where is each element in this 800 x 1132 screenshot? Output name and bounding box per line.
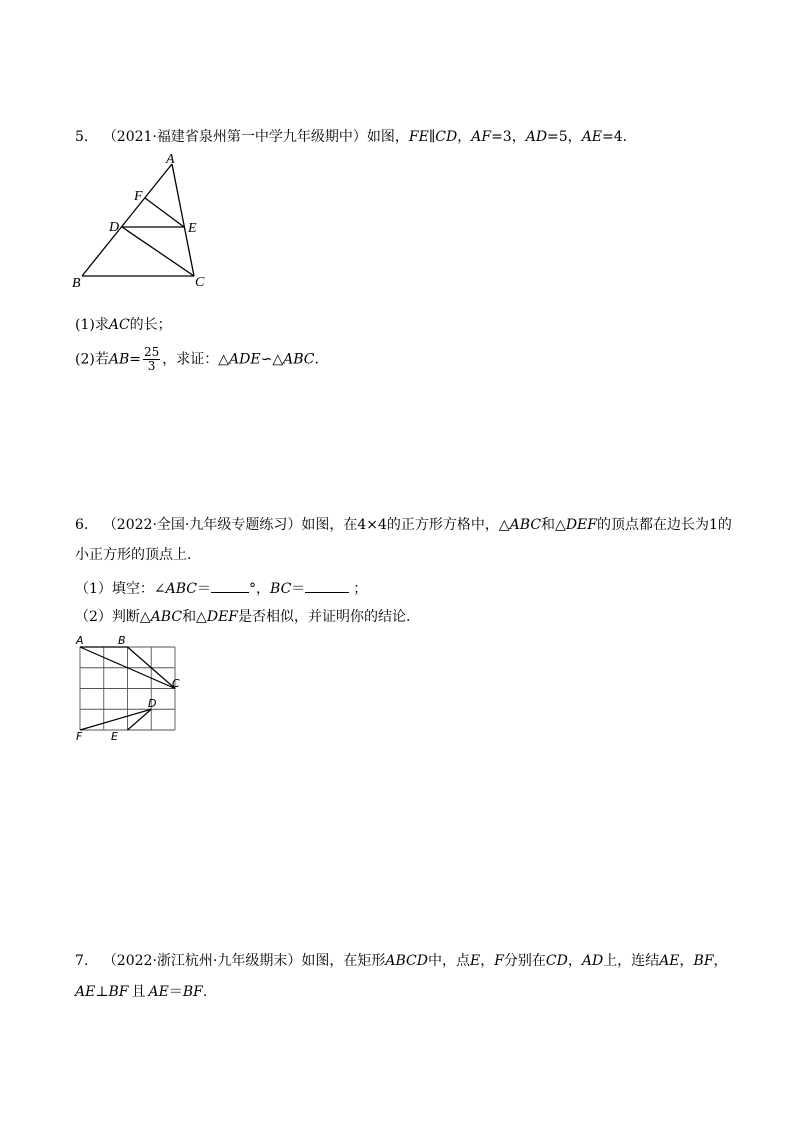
numerator: 25 (143, 345, 160, 359)
question-text: 的长； (129, 317, 172, 333)
statement-text: 中，点 (427, 953, 470, 969)
problem-number: 5. (75, 129, 89, 145)
statement-text: 上，连结 (603, 953, 660, 969)
problem-number: 6. (75, 517, 89, 533)
triangle-def: DEF (206, 609, 239, 625)
statement-text: 分别在 (503, 953, 546, 969)
statement-text: 如图，在矩形 (301, 953, 386, 969)
label-f: F (134, 189, 143, 204)
statement-text: 且 (131, 984, 146, 1000)
label-d: D (148, 697, 157, 710)
question-text: (1)求 (75, 317, 109, 333)
similar-symbol: ∽△ (260, 351, 284, 368)
statement-text: ， (679, 953, 694, 969)
problem-source: （2022·全国·九年级专题练习） (102, 517, 302, 533)
statement-text: 如图，在4×4的正方形方格中，△ (301, 517, 510, 533)
triangle-ade: ADE (229, 351, 261, 368)
grid-figure (72, 632, 192, 742)
question-text: （2）判断△ (75, 609, 151, 625)
segment-ae: AE (75, 984, 96, 1000)
question-text: . (314, 351, 319, 368)
problem-7-statement (75, 952, 728, 970)
segment-ad: AD (525, 129, 548, 145)
segment-ad: AD (581, 953, 604, 969)
question-5-1 (75, 316, 172, 334)
label-a: A (166, 152, 175, 167)
problem-5-statement: 5. （2021·福建省泉州第一中学九年级期中）如图，FE∥CD，AF=3，AD=5，AE=4. (75, 129, 628, 145)
segment-ac: AC (108, 317, 130, 333)
segment-bf: BF (108, 984, 129, 1000)
angle-answer-blank[interactable] (211, 578, 249, 593)
denominator: 3 (147, 359, 156, 373)
problem-6-statement (75, 516, 732, 534)
segment-cd: CD (545, 953, 568, 969)
segment-bf: BF (693, 953, 714, 969)
rectangle-abcd: ABCD (385, 953, 428, 969)
statement-text: 的顶点都在边长为1的 (596, 517, 732, 533)
question-text: 是否相似，并证明你的结论. (238, 609, 411, 625)
segment-cd: CD (435, 129, 458, 145)
statement-text: ， (713, 953, 728, 969)
question-text: ； (353, 581, 368, 597)
label-b: B (118, 634, 126, 647)
statement-text: ， (567, 953, 582, 969)
question-6-2 (75, 608, 410, 626)
value-ae: =4. (602, 129, 628, 145)
question-text: 和△ (182, 609, 207, 625)
segment-bc: BC (270, 581, 292, 597)
label-a: A (76, 634, 84, 647)
label-f: F (76, 730, 83, 743)
segment-ae: AE (148, 984, 169, 1000)
question-5-2 (75, 346, 319, 373)
question-text: ，求证：△ (162, 351, 230, 368)
problem-6-statement-cont: 小正方形的顶点上. (75, 547, 192, 563)
point-f: F (494, 953, 504, 969)
triangle-abc: ABC (283, 351, 315, 368)
equals: = (129, 351, 141, 368)
question-6-1 (75, 578, 367, 598)
problem-source: （2021·福建省泉州第一中学九年级期中） (102, 129, 367, 145)
fraction (143, 346, 160, 373)
segment-ae: AE (581, 129, 603, 145)
equals: ＝ (168, 984, 183, 1000)
segment-ae: AE (659, 953, 680, 969)
label-d: D (109, 220, 120, 235)
perpendicular-symbol: ⊥ (95, 984, 109, 1000)
triangle-def: DEF (565, 517, 597, 533)
label-b: B (72, 276, 81, 291)
value-ad: =5， (547, 129, 582, 145)
parallel-symbol: ∥ (428, 129, 436, 145)
degree-text: °， (249, 581, 271, 597)
question-text: （1）填空：∠ (75, 581, 166, 597)
label-c: C (172, 677, 180, 690)
label-e: E (188, 221, 197, 236)
problem-number: 7. (75, 953, 89, 969)
problem-source: （2022·浙江杭州·九年级期末） (102, 953, 302, 969)
statement-text: 如图， (366, 129, 409, 145)
problem-7-statement-cont (75, 983, 207, 1001)
label-c: C (195, 275, 205, 290)
angle-abc: ABC (165, 581, 198, 597)
segment-bf: BF (182, 984, 203, 1000)
label-e: E (111, 730, 118, 743)
statement-text: . (202, 984, 208, 1000)
segment-af: AF (471, 129, 492, 145)
triangle-figure (68, 150, 218, 290)
equals: ＝ (291, 581, 306, 597)
statement-text: 和△ (541, 517, 566, 533)
triangle-abc: ABC (509, 517, 542, 533)
statement-text: ， (480, 953, 495, 969)
equals: ＝ (197, 581, 212, 597)
length-answer-blank[interactable] (305, 578, 349, 593)
triangle-abc: ABC (150, 609, 183, 625)
point-e: E (469, 953, 481, 969)
question-text: (2)若 (75, 351, 109, 368)
value-af: =3， (491, 129, 526, 145)
segment-fe: FE (408, 129, 429, 145)
segment-ab: AB (108, 351, 130, 368)
